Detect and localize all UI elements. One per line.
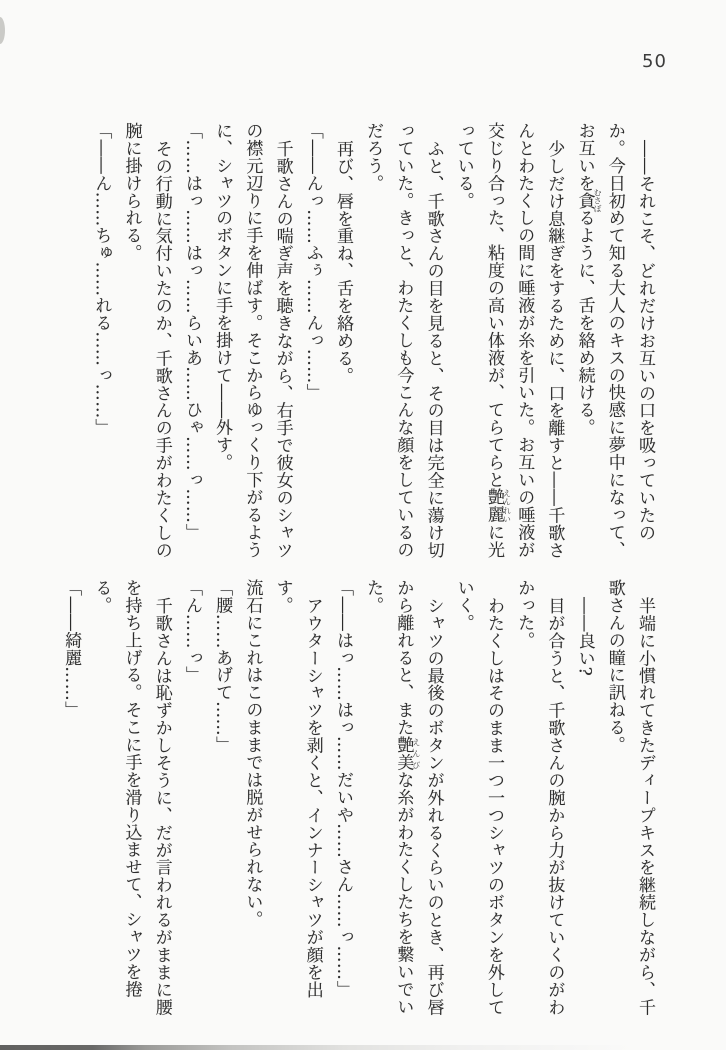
ruby-annotated-word: 貪むさぼ — [574, 188, 603, 213]
paragraph: 再び、唇を重ね、舌を絡める。 — [332, 139, 353, 384]
paragraph: わたくしはそのまま一つ一つシャツのボタンを外していく。 — [453, 579, 504, 1016]
paragraph: 「――はっ……はっ……だいや……さん……っ……」 — [332, 579, 353, 998]
paragraph: 「腰……あげて……」 — [212, 579, 233, 754]
ruby-annotated-word: 艶麗えんれい — [483, 488, 512, 524]
paragraph: ――良い? — [574, 596, 595, 676]
page-number: 50 — [642, 51, 667, 72]
paragraph: 目が合うと、千歌さんの腕から力が抜けていくのがわかった。 — [514, 579, 565, 1016]
scan-artifact-bottom-edge — [0, 1045, 660, 1050]
paragraph: 「……はっ……はっ……らいあ……ひゃ……っ……」 — [181, 122, 202, 541]
paragraph: 「――ん……ちゅ……れる……っ……」 — [91, 122, 112, 437]
paragraph: シャツの最後のボタンが外れるくらいのとき、再び唇から離れると、また艶美えんびな糸がわたくしたちを繋いでいた。 — [363, 579, 444, 1016]
text-block-top — [86, 122, 660, 560]
paragraph: その行動に気付いたのか、千歌さんの手がわたくしの腕に掛けられる。 — [121, 122, 172, 559]
paragraph: 半端に小慣れてきたディープキスを継続しながら、千歌さんの瞳に訊ねる。 — [604, 579, 655, 1016]
paragraph: 千歌さんの喘ぎ声を聴きながら、右手で彼女のシャツの襟元辺りに手を伸ばす。そこからゆっくり下がるように、シャツのボタンに手を掛けて――外す。 — [212, 122, 293, 559]
scan-artifact-left-edge — [0, 17, 5, 44]
paragraph: ふと、千歌さんの目を見ると、その目は完全に蕩け切っていた。きっと、わたくしも今こんな顔をしているのだろう。 — [363, 122, 444, 559]
paragraph: 「――んっ……ふぅ……んっ……」 — [302, 122, 323, 402]
paragraph: 「――綺麗……」 — [61, 579, 82, 719]
ruby-annotated-word: 艶美えんび — [393, 736, 421, 771]
paragraph: ――それこそ、どれだけお互いの口を吸っていたのか。今日初めて知る大人のキスの快感に夢中になって、お互いを貪むさぼるように、舌を絡め続ける。 — [574, 122, 655, 559]
paragraph: 流石にこれはこのままでは脱がせられない。 — [242, 579, 263, 928]
paragraph: 少しだけ息継ぎをするために、口を離すと――千歌さんとわたくしの間に唾液が糸を引いた。お互いの唾液が交じり合った、粘度の高い体液が、てらてらと艶麗えんれいに光っている。 — [453, 122, 565, 559]
paragraph: 「ん……っ」 — [181, 579, 202, 684]
paragraph: アウターシャツを剥くと、インナーシャツが顔を出す。 — [272, 579, 323, 998]
text-block-bottom — [56, 579, 660, 1017]
paragraph: 千歌さんは恥ずかしそうに、だが言われるがままに腰を持ち上げる。そこに手を滑り込ませて、シャツを捲る。 — [91, 579, 172, 1016]
